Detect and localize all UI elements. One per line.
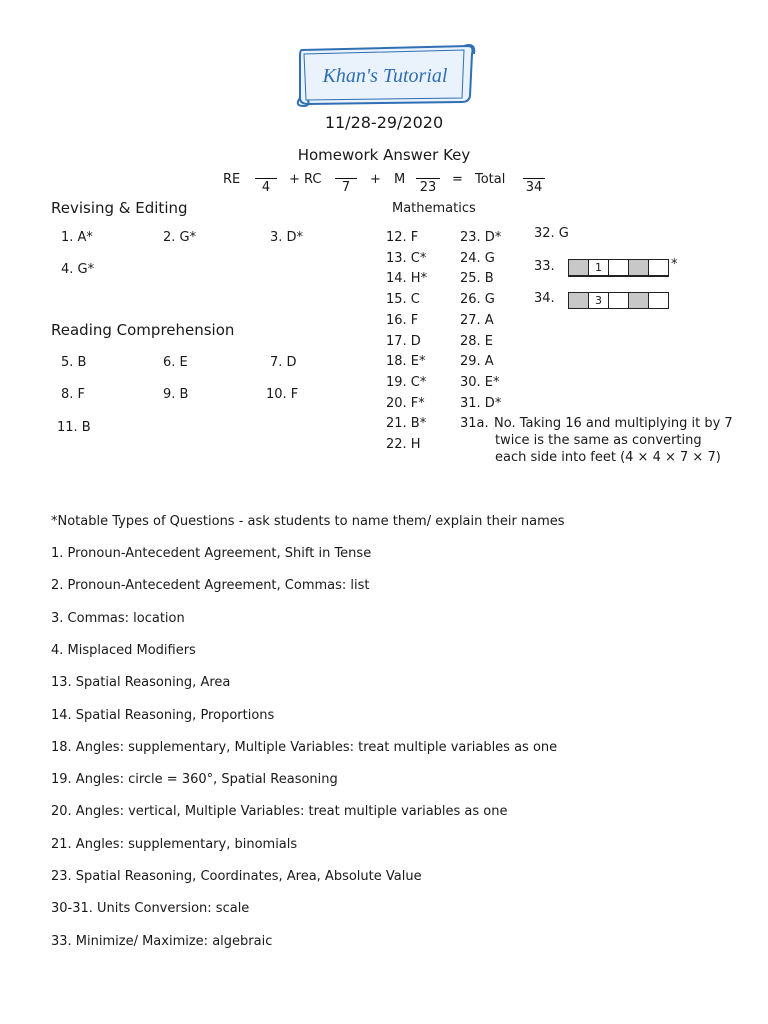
answer-5: 5. B bbox=[61, 355, 87, 370]
grid-cell bbox=[609, 293, 629, 308]
note-item: 23. Spatial Reasoning, Coordinates, Area, Absolute Value bbox=[51, 869, 422, 884]
note-item: 33. Minimize/ Maximize: algebraic bbox=[51, 933, 273, 949]
note-item: 2. Pronoun-Antecedent Agreement, Commas: list bbox=[51, 578, 370, 594]
math-answer: 16. F bbox=[386, 312, 419, 328]
math-answer: 19. C* bbox=[386, 374, 427, 390]
m-label: M bbox=[394, 172, 406, 187]
answer-31a-text: No. Taking 16 and multiplying it by 7 twice is the same as converting each side into feet (4 × 4 × 7 × 7) bbox=[494, 416, 733, 465]
math-answer: 24. G bbox=[460, 250, 495, 266]
math-answer: 31. D* bbox=[460, 395, 502, 411]
answer-32: 32. G bbox=[534, 226, 569, 241]
notes-intro: *Notable Types of Questions - ask students to name them/ explain their names bbox=[51, 514, 565, 529]
grid-cell-value: 3 bbox=[589, 293, 609, 308]
math-answer: 14. H* bbox=[386, 271, 428, 287]
note-item: 20. Angles: vertical, Multiple Variables: treat multiple variables as one bbox=[51, 804, 508, 820]
answer-6: 6. E bbox=[163, 355, 188, 370]
answer-33-star: * bbox=[671, 257, 678, 272]
math-answer: 22. H bbox=[386, 437, 421, 452]
grid-cell bbox=[629, 293, 649, 308]
grid-cell bbox=[649, 293, 668, 308]
answer-11: 11. B bbox=[57, 420, 91, 435]
note-item: 3. Commas: location bbox=[51, 610, 185, 626]
math-answer: 13. C* bbox=[386, 250, 427, 266]
note-item: 30-31. Units Conversion: scale bbox=[51, 901, 250, 917]
revising-heading: Revising & Editing bbox=[51, 199, 188, 217]
date: 11/28-29/2020 bbox=[324, 113, 444, 132]
grid-cell bbox=[629, 260, 649, 275]
math-answer: 20. F* bbox=[386, 395, 425, 411]
note-item: 19. Angles: circle = 360°, Spatial Reasoning bbox=[51, 772, 338, 788]
math-answer: 15. C bbox=[386, 292, 420, 308]
note-item: 1. Pronoun-Antecedent Agreement, Shift in Tense bbox=[51, 546, 372, 561]
grid-cell bbox=[569, 260, 589, 275]
answer-34-label: 34. bbox=[534, 291, 555, 306]
answer-33-grid bbox=[568, 259, 669, 277]
re-label: RE bbox=[223, 172, 241, 187]
rc-score: 7 bbox=[335, 172, 357, 195]
answer-2: 2. G* bbox=[163, 230, 197, 245]
answer-34-grid bbox=[568, 292, 669, 309]
rc-label: + RC bbox=[289, 172, 322, 187]
note-item: 14. Spatial Reasoning, Proportions bbox=[51, 707, 275, 723]
note-item: 13. Spatial Reasoning, Area bbox=[51, 675, 231, 691]
grid-cell bbox=[649, 260, 668, 275]
note-item: 18. Angles: supplementary, Multiple Variables: treat multiple variables as one bbox=[51, 739, 558, 755]
math-answer: 25. B bbox=[460, 271, 494, 287]
math-answer: 26. G bbox=[460, 292, 495, 308]
math-heading: Mathematics bbox=[392, 201, 476, 216]
answer-9: 9. B bbox=[163, 387, 189, 402]
note-item: 4. Misplaced Modifiers bbox=[51, 642, 196, 658]
math-answer: 29. A bbox=[460, 354, 494, 370]
grid-cell bbox=[569, 293, 589, 308]
answer-1: 1. A* bbox=[61, 230, 93, 245]
math-answer: 27. A bbox=[460, 312, 494, 328]
plus-sign: + bbox=[370, 172, 381, 187]
math-answer: 12. F bbox=[386, 230, 419, 245]
total-score: 34 bbox=[523, 172, 545, 195]
math-answer: 30. E* bbox=[460, 374, 500, 390]
answer-10: 10. F bbox=[266, 387, 299, 402]
math-answer: 18. E* bbox=[386, 354, 426, 370]
math-answer: 23. D* bbox=[460, 230, 502, 245]
answer-8: 8. F bbox=[61, 387, 86, 402]
answer-3: 3. D* bbox=[270, 230, 304, 245]
grid-cell bbox=[609, 260, 629, 275]
math-answer: 28. E bbox=[460, 333, 494, 349]
note-item: 21. Angles: supplementary, binomials bbox=[51, 836, 298, 852]
re-score: 4 bbox=[255, 172, 277, 195]
math-answer: 17. D bbox=[386, 333, 421, 349]
reading-heading: Reading Comprehension bbox=[51, 321, 235, 339]
answer-31a-label: 31a. bbox=[460, 416, 489, 431]
math-answer: 21. B* bbox=[386, 416, 427, 432]
equals-sign: = bbox=[452, 172, 463, 187]
answer-4: 4. G* bbox=[61, 262, 95, 277]
answer-33-label: 33. bbox=[534, 259, 555, 274]
page-title: Homework Answer Key bbox=[297, 146, 471, 164]
grid-cell-value: 1 bbox=[589, 260, 609, 275]
logo-text: Khan's Tutorial bbox=[322, 65, 448, 87]
total-label: Total bbox=[475, 172, 506, 187]
answer-7: 7. D bbox=[270, 355, 297, 370]
m-score: 23 bbox=[416, 172, 440, 195]
khans-tutorial-logo bbox=[290, 40, 480, 110]
